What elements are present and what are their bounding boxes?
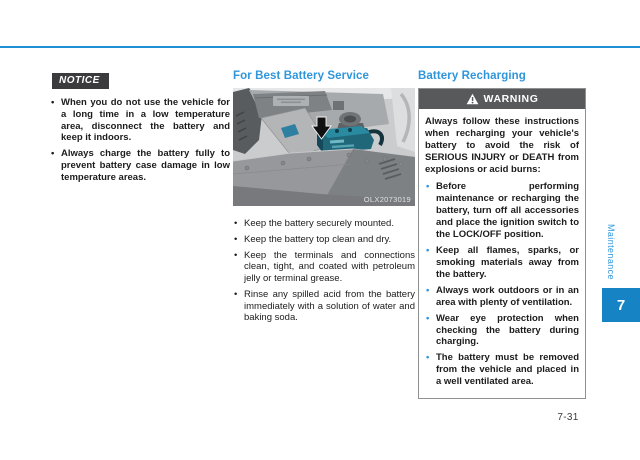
chapter-tab: 7 bbox=[602, 288, 640, 322]
battery-service-heading: For Best Battery Service bbox=[233, 70, 369, 82]
warning-bullet-item: • Before performing maintenance or recharging the battery, turn off all accessories and place the ignition switch to the LOCK/OFF position. bbox=[425, 181, 579, 241]
battery-service-column bbox=[233, 70, 415, 328]
warning-body bbox=[419, 109, 585, 398]
notice-badge: NOTICE bbox=[52, 73, 109, 89]
warning-bullet-item: • Wear eye protection when checking the battery during charging. bbox=[425, 313, 579, 349]
warning-title: WARNING bbox=[483, 93, 539, 105]
recharging-column bbox=[418, 70, 586, 399]
battery-service-bullet-item: • Keep the battery securely mounted. bbox=[233, 218, 415, 230]
engine-bay-figure bbox=[233, 88, 415, 206]
warning-triangle-icon bbox=[466, 93, 479, 105]
warning-header bbox=[419, 89, 585, 109]
header-rule bbox=[0, 46, 640, 48]
notice-bullet-item: • When you do not use the vehicle for a long time in a low temperature area, disconnect the battery and keep it indoors. bbox=[50, 97, 230, 144]
notice-bullet-list bbox=[50, 97, 230, 183]
page-number: 7-31 bbox=[557, 412, 579, 423]
warning-bullet-item: • Keep all flames, sparks, or smoking materials away from the battery. bbox=[425, 245, 579, 281]
chapter-side-label: Maintenance bbox=[606, 224, 616, 280]
warning-bullet-list bbox=[425, 181, 579, 389]
warning-bullet-item: • Always work outdoors or in an area with plenty of ventilation. bbox=[425, 285, 579, 309]
engine-bay-illustration bbox=[233, 88, 415, 206]
notice-column bbox=[50, 70, 230, 187]
notice-bullet-item: • Always charge the battery fully to prevent battery case damage in low temperature areas. bbox=[50, 148, 230, 183]
battery-service-bullet-item: • Keep the battery top clean and dry. bbox=[233, 234, 415, 246]
warning-intro: Always follow these instructions when recharging your vehicle's battery to avoid the risk of SERIOUS INJURY or DEATH from explosions or acid burns: bbox=[425, 116, 579, 175]
recharging-heading: Battery Recharging bbox=[418, 70, 526, 82]
warning-bullet-item: • The battery must be removed from the vehicle and placed in a well ventilated area. bbox=[425, 352, 579, 388]
warning-box bbox=[418, 88, 586, 399]
figure-code-label: OLX2073019 bbox=[363, 195, 411, 204]
battery-service-bullet-item: • Rinse any spilled acid from the battery immediately with a solution of water and baking soda. bbox=[233, 289, 415, 324]
battery-service-bullet-list bbox=[233, 218, 415, 324]
battery-service-bullet-item: • Keep the terminals and connections clean, tight, and coated with petroleum jelly or terminal grease. bbox=[233, 250, 415, 285]
